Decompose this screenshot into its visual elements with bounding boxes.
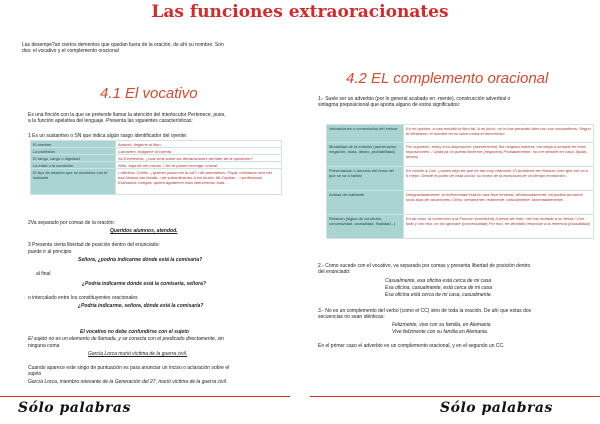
complemento-point-3: 3.- No es un complemento del verbo (como el CC) sino de toda la oración. De ahí que estas dos secuencias no sean idénticas: [318,308,532,321]
comma-note: Cuando aparece este singo de puntuación es para anunciar un inciso o aclaración sobre el sujeto [28,365,230,378]
table-row: El nombre Antonio, ilégame al libro. [31,141,282,148]
table-row: El rango, cargo o dignidad Su Excelencia, ¿cuál será sobre las declaraciones del líder de la oposición? [31,155,282,162]
example-text: ¿Podría indicarme dónde está la comisaría, señora? [82,281,206,287]
table-row: Relación (lógica de condición, concesividad, causalidad, finalidad...) En tal caso, la corrección a la Función (condición) A pesar de todo, me han invitado a su fiesta / Con todo y con eso, no los ignoraré (concesividad) Por eso, he decidido renunciar a la herencia (causalidad) [327,215,594,239]
footer-logo: Sólo palabras [440,400,553,416]
example-text: ¿Podría indicarme, señora, dónde está la comisaría? [78,303,204,309]
table-row: Modalidad de la emisión (aseveración, negación, duda, deseo, probabilidad) Por supuesto, estoy a su disposición. (aseveración) Sin ninguna manera, me niego a aceptar en esas imposiciones. / Ojalá ya no pueda lloverme (negación) Probablemente, no me sentaré en casa. (duda, deseo) [327,143,594,167]
example-text: Queridos alumnos, atendod. [110,228,178,234]
example-text: Esa oficina, casualmente, está cerca de mi casa [385,285,492,291]
footer-divider [310,396,600,397]
warning-heading: El vocativo no debe confundirse con el sujeto [80,329,189,335]
complemento-point-2: 2.- Como sucede con el vocativo, va separado por comas y presenta libertad de posición dentro del enunciado: [318,263,531,276]
table-row: Presentación o anuncio del tema del que se va a hablar En cuanto a Luis, ¿sabes algo de que es tan muy charmillo. El problema de Historia, creo que me va a ir mejor. Desde el punto de vista social, su motor de la estructura de un tiempo económico. [327,167,594,191]
footer-divider [0,396,290,397]
position-start-label: puede ir al principio [28,249,72,255]
vocativo-definition: Es una finción con la que se pretende llamar la atención del interlocutor Pertenece, pues, a la función apelativa del lenguaje. Presenta las siguientes características: [28,112,226,125]
complemento-heading: 4.2 EL complemento oracional [346,70,549,87]
example-text: Felizmente, vive con su familia, en Alemania [392,322,491,328]
intro-text: Las desempe?an ciertos dementos que quedan fuera de la oración, de ahí su nombre. Son dos: el vocativo y el complemento oracional [22,42,224,55]
page-title: Las funciones extraoracionates [151,2,449,22]
warning-text: ninguna coma [28,343,60,349]
vocativo-table [30,140,282,195]
complemento-definition: 1.- Suele ser un adverbio (por lo general acabado en -mente), construcción adverbial o sintagma preposicional que aporta alguno de estos significados: [318,96,511,109]
vocativo-item-1: 1 Es un sustantivo o SN que indica algún rasgo identificador del oyente: [28,133,188,139]
complemento-table [326,124,594,239]
table-row: Actitud del hablante Desgraciadamente, la enfermedad está en una fase terminal. Afortunadamente, ha podido tomarme unas días de vacaciones. Otros: seriamente, realmente, naturalmente, lamentablemente... [327,191,594,215]
vocativo-heading: 4.1 El vocativo [100,85,198,102]
conclusion-text: En el primer caso el adverbio es un complemento oracional, y en el segundo un CC. [318,343,505,349]
table-row: La edad o la condición Niño, baja de ahí mismo. / No te pases conmigo, chaval. [31,162,282,169]
table-row: El tipo de relación que se mantiene con el hablante • afectiva: Cariño, ¿quieres pasar me la sal? • de parentesco: Papá, cuéntame otra vez esa historia tan bonita. • de subordinación a los títulos: Mi Capitán... • profesional: Estimados colegas, quiero agradecer esta intervención toda... [31,169,282,195]
position-middle-label: o intercalado entre los constituyentes oracionales [28,295,138,301]
example-text: García Lorca, miembro relevante de la Generación del 27, murió víctima de la guerra civil. [28,379,228,385]
table-row: La profesión Camarero, tráigame la cuenta. [31,148,282,155]
example-text: Casualmente, esa oficina está cerca de mi casa [385,278,492,284]
example-text: Esa oficina está cerca de mi casa, casualmente. [385,292,492,298]
table-row: Valoraciones o comentarios del emisor En mi opinión, a casi estudió lo libro tal. A mi juicio, no lo has pensado bien con sus compañeros. Según el Ministerio, el hombre en su labor usara el humorismo. [327,125,594,143]
footer-logo: Sólo palabras [18,400,131,416]
warning-text: El sujeto no es un elemento de llamada, y se conecta con el predicado directamente, sin [28,336,224,342]
example-text: Vive felizmente con su familia en Alemania. [392,329,489,335]
vocativo-item-2: 2Va separado por comas de la oración: [28,220,115,226]
example-text: Señora, ¿podría indicarme dónde está la comisaria? [78,257,203,263]
vocativo-item-3: 3 Presenta cierta libertad de posición dentro del enunciado: [28,242,160,248]
position-end-label: al final [36,271,51,277]
example-text: García Lorca murió víctima de la guerra civil. [88,351,188,357]
